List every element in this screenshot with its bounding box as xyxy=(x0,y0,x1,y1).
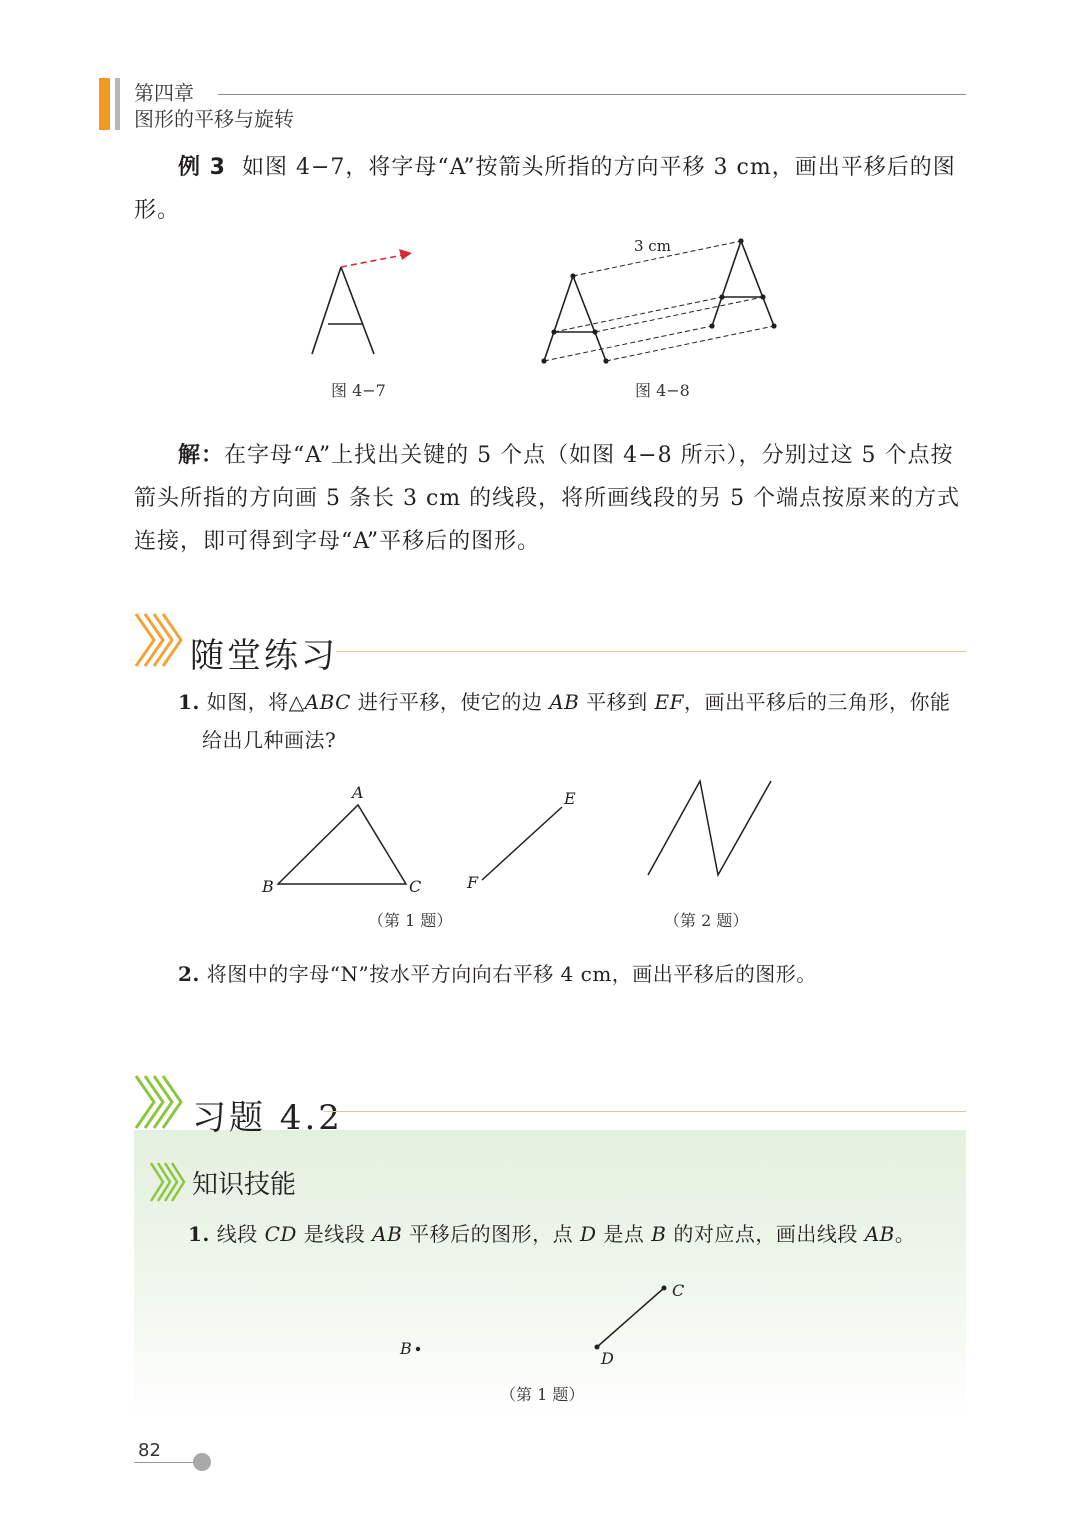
header-rule xyxy=(218,94,966,95)
exercise-q1-t5: 的对应点，画出线段 xyxy=(666,1222,865,1246)
practice-q2 xyxy=(178,955,978,993)
header-accent-bar xyxy=(99,78,110,130)
point-f-label: F xyxy=(467,873,479,892)
exercise-q1 xyxy=(188,1215,978,1253)
solution-text: 在字母“A”上找出关键的 5 个点（如图 4−8 所示），分别过这 5 个点按箭头所指的方向画 5 条长 3 cm 的线段，将所画线段的另 5 个端点按原来的方式连接，即可得到字母“A”平移后的图形。 xyxy=(134,443,961,554)
point-e-label: E xyxy=(564,789,576,808)
example-3-paragraph xyxy=(134,146,968,232)
practice-q1 xyxy=(178,683,978,759)
solution-paragraph xyxy=(134,434,968,563)
practice-q1-ab: AB xyxy=(549,690,580,714)
chapter-number: 第四章 xyxy=(134,81,194,105)
exercises-rule xyxy=(324,1111,966,1112)
exercise-q1-b: B xyxy=(651,1222,667,1246)
figure-4-7 xyxy=(300,240,430,365)
exercise-q1-t1: 线段 xyxy=(216,1222,265,1246)
exercise-q1-t4: 是点 xyxy=(596,1222,652,1246)
exercise-q1-number: 1. xyxy=(188,1222,210,1246)
translation-arrow-icon xyxy=(341,249,412,267)
exercise-q1-d: D xyxy=(580,1222,597,1246)
exercise-q1-figure xyxy=(390,1275,700,1375)
vertex-c-label: C xyxy=(409,877,422,896)
vertex-a-label: A xyxy=(352,783,364,802)
exercise-q1-caption: （第 1 题） xyxy=(500,1385,585,1404)
page-dot-icon xyxy=(193,1453,211,1471)
page-number: 82 xyxy=(138,1440,161,1461)
exercise-q1-cd: CD xyxy=(264,1222,297,1246)
chevron-orange-icon xyxy=(132,610,188,670)
letter-n-figure xyxy=(640,775,780,885)
practice-q1-figure xyxy=(250,780,600,900)
exercise-q1-t2: 是线段 xyxy=(296,1222,373,1246)
practice-rule xyxy=(336,651,966,652)
practice-q2-text: 将图中的字母“N”按水平方向向右平移 4 cm，画出平移后的图形。 xyxy=(206,962,817,986)
figure-4-8 xyxy=(530,228,790,373)
practice-q1-text-d: ，画出平移后的三角形，你能 xyxy=(684,690,951,714)
exercises-subtitle: 知识技能 xyxy=(192,1170,297,1200)
point-b-label: B xyxy=(400,1339,412,1358)
practice-q1-text-a: 如图，将△ xyxy=(206,690,305,714)
page-number-rule xyxy=(134,1462,200,1463)
practice-q1-line2: 给出几种画法? xyxy=(202,728,337,752)
point-c-label: C xyxy=(672,1281,685,1300)
exercise-q1-t6: 。 xyxy=(894,1222,916,1246)
length-label: 3 cm xyxy=(634,237,671,255)
exercises-title: 习题 4.2 xyxy=(192,1098,343,1138)
example-3-text: 如图 4−7，将字母“A”按箭头所指的方向平移 3 cm，画出平移后的图形。 xyxy=(134,155,956,223)
exercise-q1-ab2: AB xyxy=(864,1222,895,1246)
practice-q2-number: 2. xyxy=(178,962,200,986)
example-3-label: 例 3 xyxy=(178,155,226,180)
chapter-header xyxy=(134,80,294,132)
vertex-b-label: B xyxy=(262,877,274,896)
figure-4-8-caption: 图 4−8 xyxy=(635,381,690,400)
exercise-q1-t3: 平移后的图形，点 xyxy=(402,1222,581,1246)
practice-q2-caption: （第 2 题） xyxy=(664,911,749,930)
point-d-label: D xyxy=(601,1349,614,1368)
practice-q1-number: 1. xyxy=(178,690,200,714)
chevron-small-green-icon xyxy=(148,1160,190,1204)
chapter-title: 图形的平移与旋转 xyxy=(134,107,294,131)
practice-q1-text-c: 平移到 xyxy=(579,690,655,714)
practice-q1-caption: （第 1 题） xyxy=(368,911,453,930)
header-gray-bar xyxy=(115,78,120,130)
exercise-q1-ab: AB xyxy=(372,1222,403,1246)
chevron-green-icon xyxy=(132,1072,188,1132)
practice-q1-abc: ABC xyxy=(304,690,351,714)
solution-label: 解： xyxy=(178,443,225,468)
practice-q1-ef: EF xyxy=(654,690,685,714)
practice-title: 随堂练习 xyxy=(190,636,338,676)
practice-q1-text-b: 进行平移，使它的边 xyxy=(350,690,550,714)
figure-4-7-caption: 图 4−7 xyxy=(331,381,386,400)
